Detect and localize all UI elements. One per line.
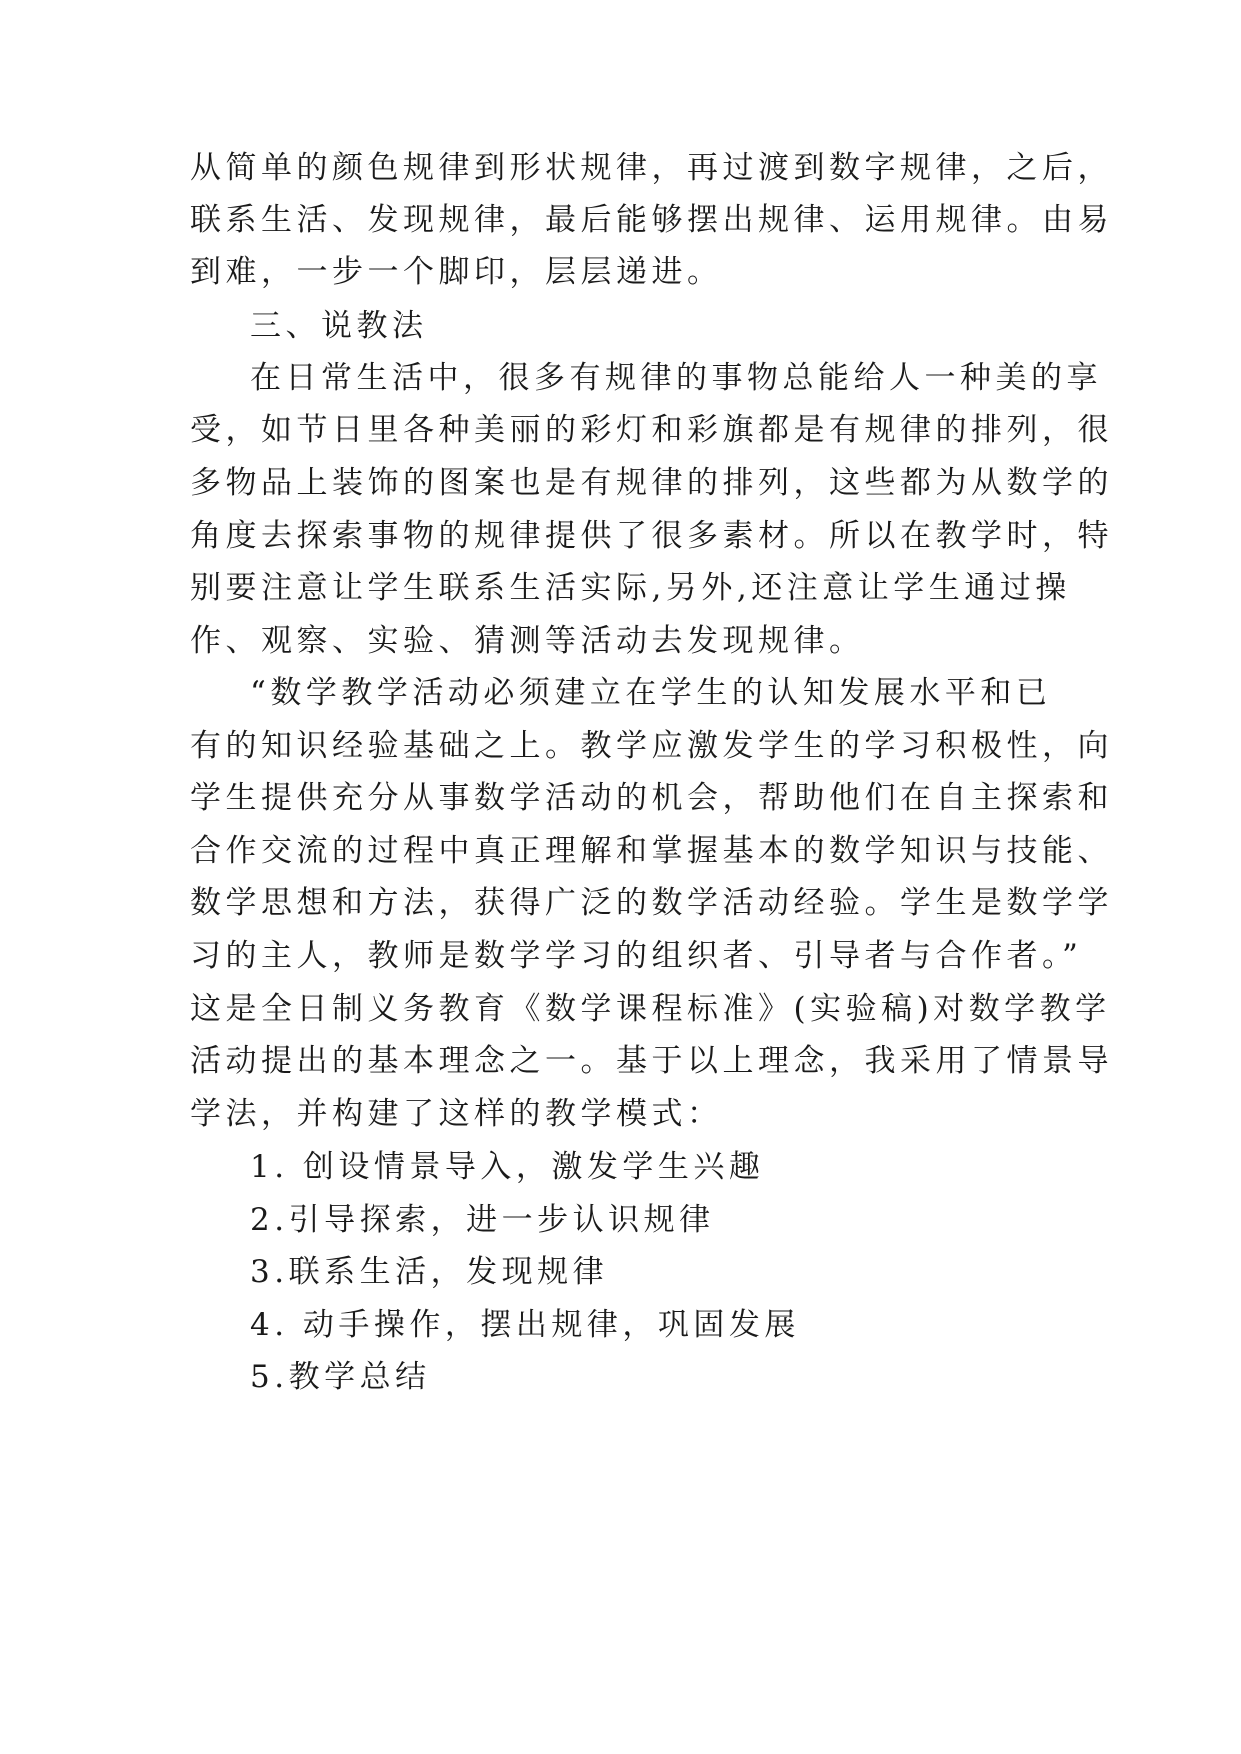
body-text-line: 从简单的颜色规律到形状规律，再过渡到数字规律，之后， [190, 150, 1113, 186]
body-text-line: 别要注意让学生联系生活实际,另外,还注意让学生通过操 [190, 570, 1071, 606]
body-text-line: 数学思想和方法，获得广泛的数学活动经验。学生是数学学 [190, 885, 1113, 921]
body-text-line: “数学教学活动必须建立在学生的认知发展水平和已 [250, 675, 1052, 711]
body-text-line: 学生提供充分从事数学活动的机会，帮助他们在自主探索和 [190, 780, 1113, 816]
body-text-line: 到难，一步一个脚印，层层递进。 [190, 254, 723, 290]
body-text-line: 受，如节日里各种美丽的彩灯和彩旗都是有规律的排列，很 [190, 412, 1113, 448]
body-text-line: 学法，并构建了这样的教学模式： [190, 1096, 723, 1132]
body-text-line: 角度去探索事物的规律提供了很多素材。所以在教学时，特 [190, 518, 1113, 554]
body-text-line: 多物品上装饰的图案也是有规律的排列，这些都为从数学的 [190, 465, 1113, 501]
body-text-line: 这是全日制义务教育《数学课程标准》(实验稿)对数学教学 [190, 991, 1111, 1027]
list-item: 1. 创设情景导入，激发学生兴趣 [250, 1149, 765, 1185]
body-text-line: 活动提出的基本理念之一。基于以上理念，我采用了情景导 [190, 1043, 1113, 1079]
body-text-line: 习的主人，教师是数学学习的组织者、引导者与合作者。” [190, 938, 1083, 974]
body-text-line: 有的知识经验基础之上。教学应激发学生的学习积极性，向 [190, 728, 1113, 764]
body-text-line: 联系生活、发现规律，最后能够摆出规律、运用规律。由易 [190, 202, 1113, 238]
section-heading: 三、说教法 [250, 308, 428, 344]
list-item: 4. 动手操作，摆出规律，巩固发展 [250, 1307, 800, 1343]
body-text-line: 在日常生活中，很多有规律的事物总能给人一种美的享 [250, 360, 1102, 396]
body-text-line: 作、观察、实验、猜测等活动去发现规律。 [190, 623, 865, 659]
body-text-line: 合作交流的过程中真正理解和掌握基本的数学知识与技能、 [190, 833, 1113, 869]
list-item: 5.教学总结 [250, 1359, 431, 1395]
list-item: 2.引导探索，进一步认识规律 [250, 1202, 715, 1238]
list-item: 3.联系生活，发现规律 [250, 1254, 609, 1290]
